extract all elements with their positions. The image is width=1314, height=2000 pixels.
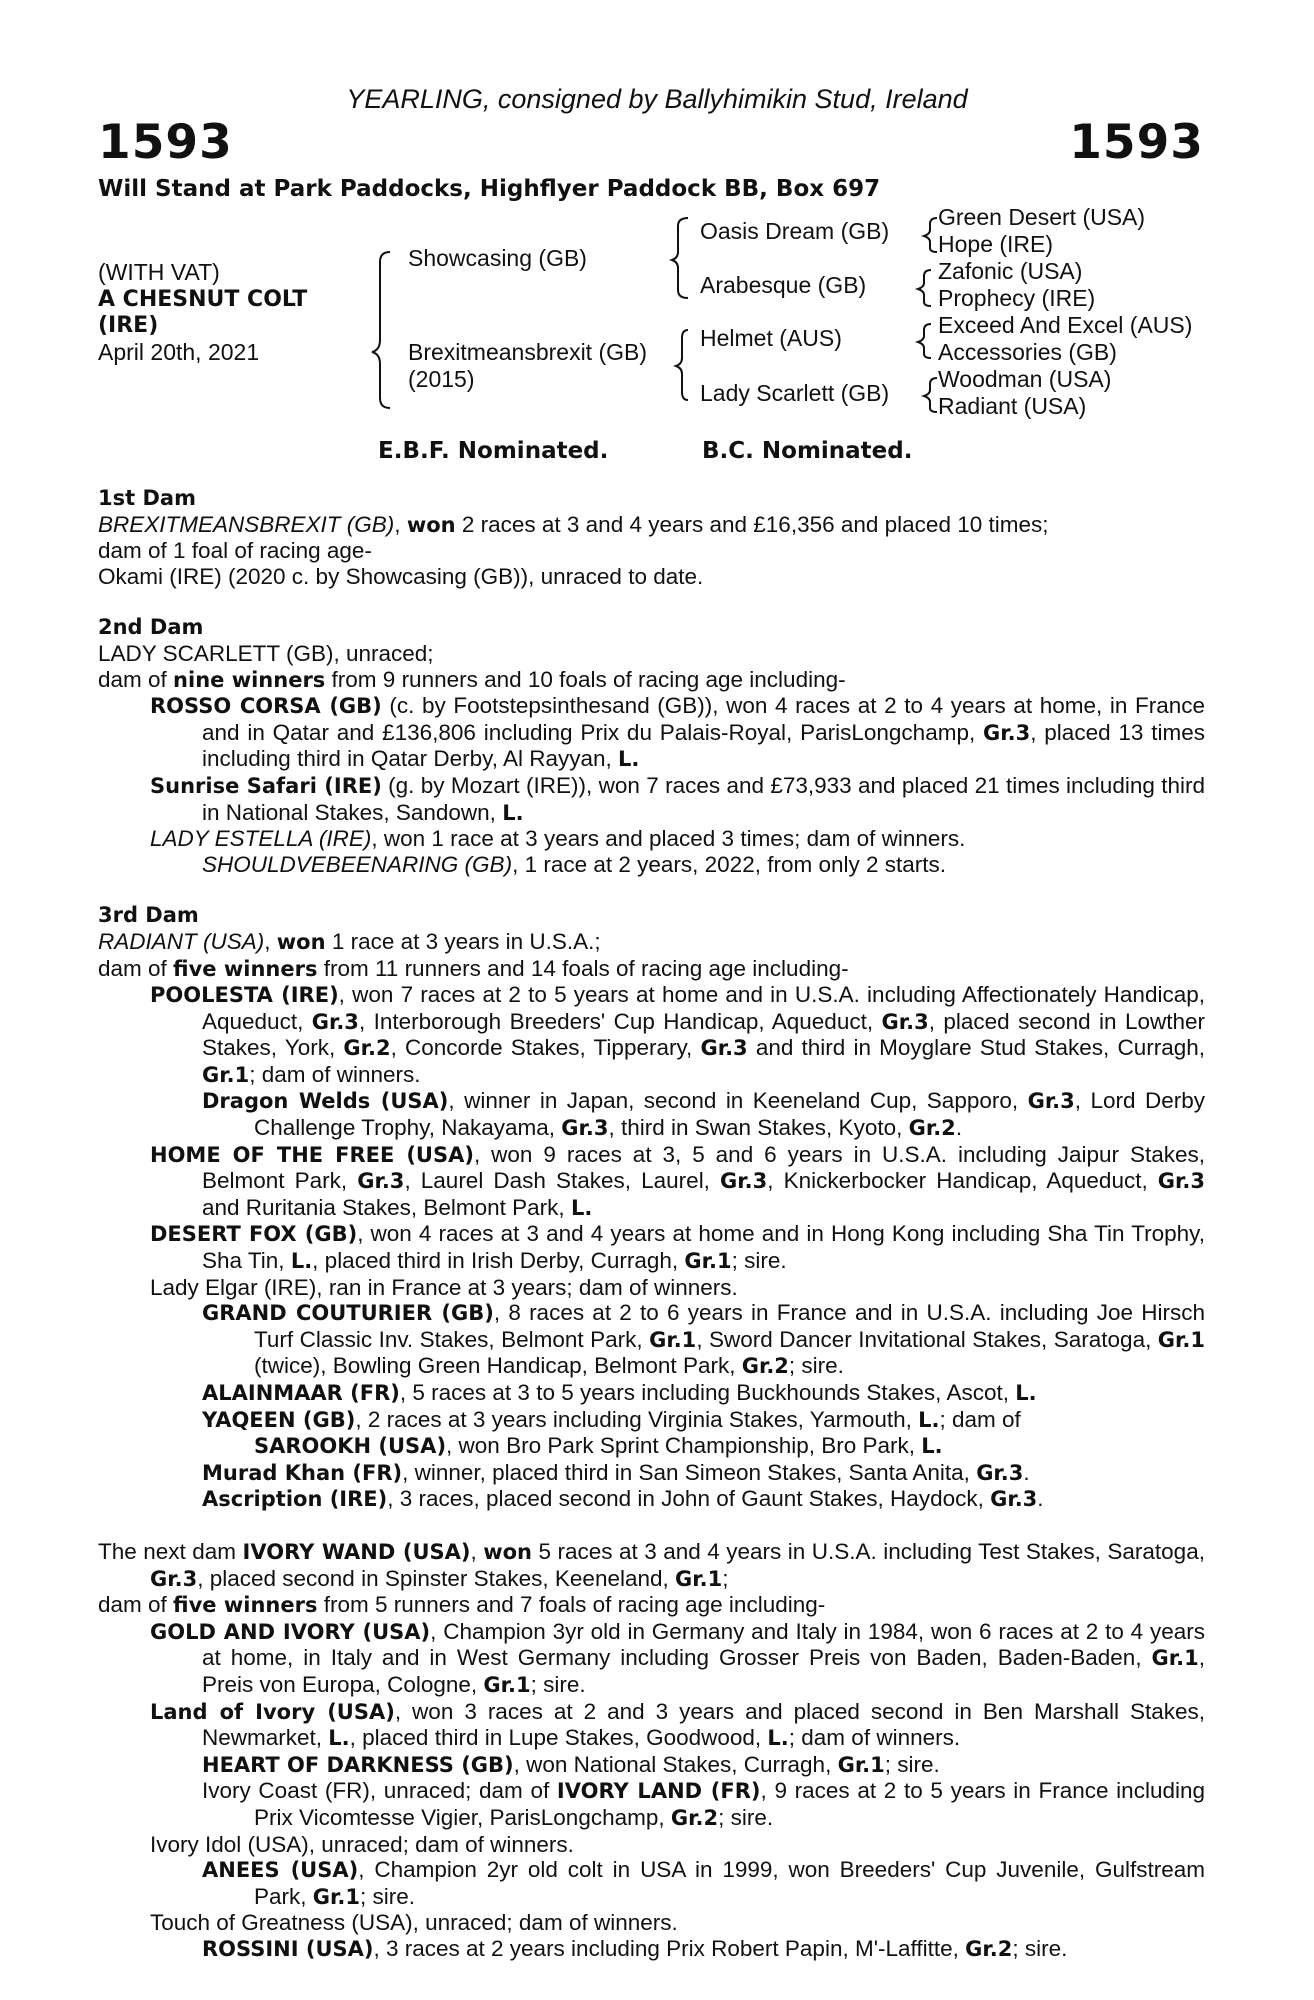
first-dam-heading: 1st Dam bbox=[98, 486, 196, 510]
subject-origin: (IRE) bbox=[98, 313, 159, 338]
horse-name: ALAINMAAR (FR) bbox=[202, 1381, 400, 1405]
horse-name: ROSSINI (USA) bbox=[202, 1936, 374, 1961]
won-label: won bbox=[483, 1539, 532, 1564]
horse-name: GOLD AND IVORY (USA) bbox=[150, 1619, 431, 1644]
first-dam-record bbox=[98, 512, 1205, 539]
ancestor-6: Accessories (GB) bbox=[938, 339, 1117, 365]
winner-count: five winners bbox=[173, 956, 318, 981]
progeny-entry bbox=[150, 1142, 1205, 1222]
grade-label: L. bbox=[328, 1726, 350, 1751]
horse-name: LADY ESTELLA (IRE) bbox=[150, 826, 372, 852]
text-fragment: , won 4 races at 3 and 4 years at home and in Hong Kong including Sha Tin Trophy, Sha Tin, bbox=[202, 1221, 1206, 1274]
grade-label: Gr.3 bbox=[357, 1169, 405, 1194]
progeny-entry bbox=[202, 1857, 1205, 1910]
text-fragment: ; sire. bbox=[530, 1671, 586, 1697]
dam-name: Brexitmeansbrexit (GB) bbox=[408, 339, 648, 365]
text-fragment: , 3 races at 2 years including Prix Robert Papin, M'-Laffitte, bbox=[373, 1935, 966, 1961]
progeny-entry bbox=[150, 693, 1205, 773]
lot-number-right: 1593 bbox=[1069, 115, 1204, 170]
grade-label: L. bbox=[570, 1195, 593, 1220]
grade-label: Gr.1 bbox=[1157, 1327, 1205, 1352]
text-fragment: from 11 runners and 14 foals of racing age including- bbox=[317, 955, 849, 981]
text-fragment: , 2 races at 3 years including Virginia Stakes, Yarmouth, bbox=[355, 1406, 919, 1432]
text-fragment: ; dam of winners. bbox=[249, 1061, 421, 1087]
text-fragment: , placed second in Lowther Stakes, York, bbox=[202, 1008, 1205, 1061]
text-fragment: , placed third in Irish Derby, Curragh, bbox=[312, 1248, 685, 1274]
first-dam-name: BREXITMEANSBREXIT (GB) bbox=[98, 511, 395, 537]
winner-count: nine winners bbox=[173, 667, 326, 692]
horse-name: HOME OF THE FREE (USA) bbox=[150, 1142, 474, 1167]
progeny-entry bbox=[150, 1699, 1205, 1752]
consignment-line: YEARLING, consigned by Ballyhimikin Stud, Ireland bbox=[346, 84, 968, 114]
progeny-entry bbox=[202, 1380, 1205, 1407]
progeny-entry bbox=[150, 1221, 1205, 1274]
stand-location: Will Stand at Park Paddocks, Highflyer Paddock BB, Box 697 bbox=[98, 176, 881, 202]
text-fragment: (g. by Mozart (IRE)), won 7 races and £73,933 and placed 21 times including third in National Stakes, Sandown, bbox=[202, 772, 1205, 825]
grade-label: L. bbox=[1015, 1381, 1037, 1405]
text-fragment: , placed third in Lupe Stakes, Goodwood, bbox=[349, 1725, 768, 1751]
text-fragment: , winner, placed third in San Simeon Stakes, Santa Anita, bbox=[402, 1459, 977, 1485]
horse-name: DESERT FOX (GB) bbox=[150, 1222, 358, 1247]
grade-label: Gr.3 bbox=[561, 1116, 609, 1141]
grade-label: Gr.1 bbox=[1151, 1646, 1199, 1671]
bc-nomination: B.C. Nominated. bbox=[702, 438, 913, 464]
text-fragment: . bbox=[1037, 1486, 1044, 1512]
third-dam-heading: 3rd Dam bbox=[98, 903, 199, 928]
text-fragment: , 1 race at 2 years, 2022, from only 2 starts. bbox=[512, 851, 947, 877]
progeny-entry bbox=[150, 1619, 1205, 1699]
grade-label: Gr.1 bbox=[684, 1249, 732, 1274]
grade-label: Gr.3 bbox=[881, 1009, 929, 1034]
pedigree-notes bbox=[98, 486, 1205, 1962]
grade-label: Gr.1 bbox=[312, 1884, 360, 1909]
text-fragment: from 9 runners and 10 foals of racing age including- bbox=[325, 666, 846, 692]
text-fragment: ; bbox=[722, 1565, 729, 1591]
text-fragment: Ivory Coast (FR), unraced; dam of bbox=[202, 1778, 557, 1804]
ancestor-1: Green Desert (USA) bbox=[938, 204, 1146, 230]
text-fragment: , 5 races at 3 to 5 years including Buckhounds Stakes, Ascot, bbox=[399, 1380, 1016, 1405]
text-fragment: , won Bro Park Sprint Championship, Bro Park, bbox=[446, 1433, 922, 1459]
grade-label: Gr.1 bbox=[202, 1062, 250, 1087]
text-fragment: , 9 races at 2 to 5 years in France including Prix Vicomtesse Vigier, ParisLongchamp, bbox=[254, 1778, 1205, 1830]
text-fragment: , placed second in Spinster Stakes, Keeneland, bbox=[197, 1565, 676, 1591]
text-fragment: (c. by Footstepsinthesand (GB)), won 4 races at 2 to 4 years at home, in France and in Qatar and £136,806 including Prix du Palais-Royal, ParisLongchamp, bbox=[202, 693, 1205, 745]
grade-label: Gr.2 bbox=[965, 1936, 1013, 1961]
text-fragment: , Champion 2yr old colt in USA in 1999, won Breeders' Cup Juvenile, Gulfstream Park, bbox=[254, 1857, 1205, 1909]
text-fragment: , bbox=[394, 511, 407, 537]
text-fragment: , Laurel Dash Stakes, Laurel, bbox=[404, 1168, 721, 1194]
text-fragment: ; dam of bbox=[939, 1406, 1021, 1432]
grade-label: L. bbox=[618, 747, 640, 772]
text-fragment: , bbox=[470, 1538, 484, 1564]
grade-label: L. bbox=[918, 1407, 940, 1432]
text-fragment: dam of bbox=[98, 1592, 174, 1618]
text-fragment: from 5 runners and 7 foals of racing age including- bbox=[317, 1592, 826, 1618]
text-fragment: The next dam bbox=[98, 1538, 243, 1564]
text-fragment: , Interborough Breeders' Cup Handicap, Aqueduct, bbox=[358, 1008, 882, 1034]
text-fragment: ; sire. bbox=[1012, 1935, 1068, 1961]
progeny-entry bbox=[202, 1778, 1205, 1831]
progeny-entry: Ivory Idol (USA), unraced; dam of winners. bbox=[150, 1831, 574, 1857]
progeny-entry: Touch of Greatness (USA), unraced; dam of winners. bbox=[150, 1910, 678, 1936]
second-dam-produce bbox=[98, 667, 1205, 694]
horse-name: IVORY LAND (FR) bbox=[556, 1779, 761, 1804]
text-fragment: 2 races at 3 and 4 years and £16,356 and placed 10 times; bbox=[455, 511, 1049, 537]
won-label: won bbox=[406, 512, 456, 537]
text-fragment: , Lord Derby Challenge Trophy, Nakayama, bbox=[254, 1088, 1205, 1141]
grade-label: Gr.1 bbox=[649, 1327, 697, 1352]
horse-name: Dragon Welds (USA) bbox=[202, 1089, 449, 1114]
grade-label: Gr.1 bbox=[837, 1752, 885, 1777]
ebf-nomination: E.B.F. Nominated. bbox=[378, 438, 609, 464]
progeny-entry bbox=[150, 826, 1205, 852]
third-dam-produce bbox=[98, 956, 1205, 983]
second-dam-record: LADY SCARLETT (GB), unraced; bbox=[98, 640, 434, 666]
grade-label: Gr.3 bbox=[700, 1036, 748, 1061]
progeny-entry bbox=[150, 982, 1205, 1088]
progeny-entry bbox=[254, 1433, 1205, 1460]
horse-name: Ascription (IRE) bbox=[202, 1487, 388, 1512]
horse-name: SHOULDVEBEENARING (GB) bbox=[202, 851, 513, 877]
text-fragment: 1 race at 3 years in U.S.A.; bbox=[325, 928, 601, 954]
text-fragment: and third in Moyglare Stud Stakes, Curragh, bbox=[747, 1035, 1205, 1061]
text-fragment: , winner in Japan, second in Keeneland Cup, Sapporo, bbox=[448, 1088, 1028, 1114]
progeny-entry: Lady Elgar (IRE), ran in France at 3 years; dam of winners. bbox=[150, 1274, 738, 1300]
text-fragment: ; sire. bbox=[731, 1248, 787, 1274]
horse-name: Murad Khan (FR) bbox=[202, 1460, 403, 1485]
grade-label: L. bbox=[290, 1249, 313, 1274]
progeny-entry bbox=[202, 1300, 1205, 1380]
won-label: won bbox=[276, 929, 326, 954]
first-dam-foals: dam of 1 foal of racing age- bbox=[98, 538, 372, 564]
progeny-entry: Okami (IRE) (2020 c. by Showcasing (GB)), unraced to date. bbox=[98, 563, 704, 589]
grade-label: Gr.3 bbox=[150, 1566, 198, 1591]
dam-dam-name: Lady Scarlett (GB) bbox=[700, 380, 890, 406]
text-fragment: , 3 races, placed second in John of Gaunt Stakes, Haydock, bbox=[387, 1486, 991, 1512]
grade-label: Gr.3 bbox=[983, 720, 1031, 745]
text-fragment: , Preis von Europa, Cologne, bbox=[202, 1645, 1205, 1697]
text-fragment: , won 3 races at 2 and 3 years and placed second in Ben Marshall Stakes, Newmarket, bbox=[202, 1698, 1205, 1751]
horse-name: Land of Ivory (USA) bbox=[150, 1699, 395, 1724]
text-fragment: , Knickerbocker Handicap, Aqueduct, bbox=[767, 1168, 1158, 1194]
progeny-entry bbox=[202, 1460, 1205, 1487]
progeny-entry bbox=[202, 1936, 1205, 1963]
subject-name: A CHESNUT COLT bbox=[98, 287, 308, 312]
text-fragment: , placed 13 times including third in Qatar Derby, Al Rayyan, bbox=[202, 719, 1205, 772]
text-fragment: , won 9 races at 3, 5 and 6 years in U.S.A. including Jaipur Stakes, Belmont Park, bbox=[202, 1141, 1206, 1194]
grade-label: Gr.2 bbox=[343, 1036, 391, 1061]
horse-name: ROSSO CORSA (GB) bbox=[150, 694, 382, 719]
text-fragment: ; dam of winners. bbox=[788, 1725, 961, 1751]
grade-label: Gr.3 bbox=[720, 1169, 768, 1194]
ancestor-3: Zafonic (USA) bbox=[938, 258, 1083, 284]
ancestor-4: Prophecy (IRE) bbox=[938, 285, 1096, 311]
text-fragment: ; sire. bbox=[788, 1353, 844, 1379]
text-fragment: , won 7 races at 2 to 5 years at home and in U.S.A. including Affectionately Handicap, Aqueduct, bbox=[202, 982, 1205, 1034]
grade-label: Gr.3 bbox=[1027, 1089, 1075, 1114]
horse-name: SAROOKH (USA) bbox=[254, 1434, 447, 1459]
horse-name: IVORY WAND (USA) bbox=[242, 1539, 471, 1564]
second-dam-heading: 2nd Dam bbox=[98, 615, 204, 640]
text-fragment: , Concorde Stakes, Tipperary, bbox=[390, 1035, 701, 1061]
progeny-entry bbox=[202, 852, 1205, 878]
text-fragment: , won National Stakes, Curragh, bbox=[513, 1751, 838, 1777]
progeny-entry bbox=[202, 1752, 1205, 1779]
horse-name: POOLESTA (IRE) bbox=[150, 983, 339, 1008]
grade-label: Gr.3 bbox=[976, 1460, 1024, 1485]
winner-count: five winners bbox=[173, 1593, 318, 1618]
text-fragment: , 8 races at 2 to 6 years in France and in U.S.A. including Joe Hirsch Turf Classic Inv. Stakes, Belmont Park, bbox=[254, 1300, 1205, 1352]
text-fragment: , third in Swan Stakes, Kyoto, bbox=[608, 1115, 909, 1141]
horse-name: ANEES (USA) bbox=[202, 1858, 359, 1883]
grade-label: Gr.2 bbox=[908, 1116, 956, 1141]
third-dam-record bbox=[98, 929, 1205, 956]
grade-label: Gr.1 bbox=[483, 1672, 531, 1697]
ancestor-2: Hope (IRE) bbox=[938, 231, 1054, 257]
progeny-entry bbox=[150, 773, 1205, 826]
text-fragment: . bbox=[1023, 1459, 1030, 1485]
text-fragment: , bbox=[264, 928, 277, 954]
text-fragment: dam of bbox=[98, 955, 174, 981]
progeny-entry bbox=[202, 1088, 1205, 1141]
grade-label: L. bbox=[502, 800, 524, 825]
ancestor-8: Radiant (USA) bbox=[938, 393, 1087, 419]
horse-name: HEART OF DARKNESS (GB) bbox=[202, 1752, 514, 1777]
third-dam-name: RADIANT (USA) bbox=[98, 928, 265, 954]
grade-label: L. bbox=[921, 1434, 943, 1459]
grade-label: Gr.3 bbox=[311, 1009, 359, 1034]
text-fragment: , won 1 race at 3 years and placed 3 times; dam of winners. bbox=[371, 826, 966, 852]
grade-label: Gr.1 bbox=[675, 1566, 723, 1591]
horse-name: YAQEEN (GB) bbox=[202, 1407, 356, 1432]
text-fragment: ; sire. bbox=[359, 1883, 415, 1909]
grade-label: L. bbox=[767, 1726, 789, 1751]
text-fragment: (twice), Bowling Green Handicap, Belmont Park, bbox=[254, 1353, 742, 1379]
grade-label: Gr.2 bbox=[741, 1354, 789, 1379]
ancestor-5: Exceed And Excel (AUS) bbox=[938, 312, 1193, 338]
dam-sire-name: Helmet (AUS) bbox=[700, 325, 842, 351]
horse-name: Sunrise Safari (IRE) bbox=[150, 773, 382, 798]
text-fragment: . bbox=[955, 1115, 963, 1141]
next-dam-record bbox=[98, 1539, 1205, 1592]
foaling-date: April 20th, 2021 bbox=[98, 339, 260, 365]
text-fragment: dam of bbox=[98, 666, 174, 692]
text-fragment: and Ruritania Stakes, Belmont Park, bbox=[202, 1194, 571, 1220]
grade-label: Gr.3 bbox=[990, 1487, 1038, 1512]
text-fragment: , Sword Dancer Invitational Stakes, Saratoga, bbox=[696, 1326, 1158, 1352]
sire-dam-name: Arabesque (GB) bbox=[700, 272, 867, 298]
grade-label: Gr.3 bbox=[1157, 1169, 1205, 1194]
sire-name: Showcasing (GB) bbox=[408, 245, 587, 271]
lot-number-left: 1593 bbox=[98, 115, 233, 170]
grade-label: Gr.2 bbox=[670, 1805, 719, 1830]
next-dam-produce bbox=[98, 1592, 1205, 1619]
text-fragment: 5 races at 3 and 4 years in U.S.A. including Test Stakes, Saratoga, bbox=[532, 1538, 1205, 1564]
text-fragment: , Champion 3yr old in Germany and Italy in 1984, won 6 races at 2 to 4 years at home, in Italy and in West Germany including Grosser Preis von Baden, Baden-Baden, bbox=[202, 1618, 1205, 1671]
text-fragment: ; sire. bbox=[884, 1751, 940, 1777]
ancestor-7: Woodman (USA) bbox=[938, 366, 1112, 392]
sire-sire-name: Oasis Dream (GB) bbox=[700, 218, 890, 244]
text-fragment: ; sire. bbox=[718, 1804, 774, 1830]
dam-year: (2015) bbox=[408, 366, 475, 392]
progeny-entry bbox=[202, 1407, 1205, 1434]
vat-note: (WITH VAT) bbox=[98, 259, 220, 285]
progeny-entry bbox=[202, 1486, 1205, 1513]
horse-name: GRAND COUTURIER (GB) bbox=[202, 1301, 494, 1326]
